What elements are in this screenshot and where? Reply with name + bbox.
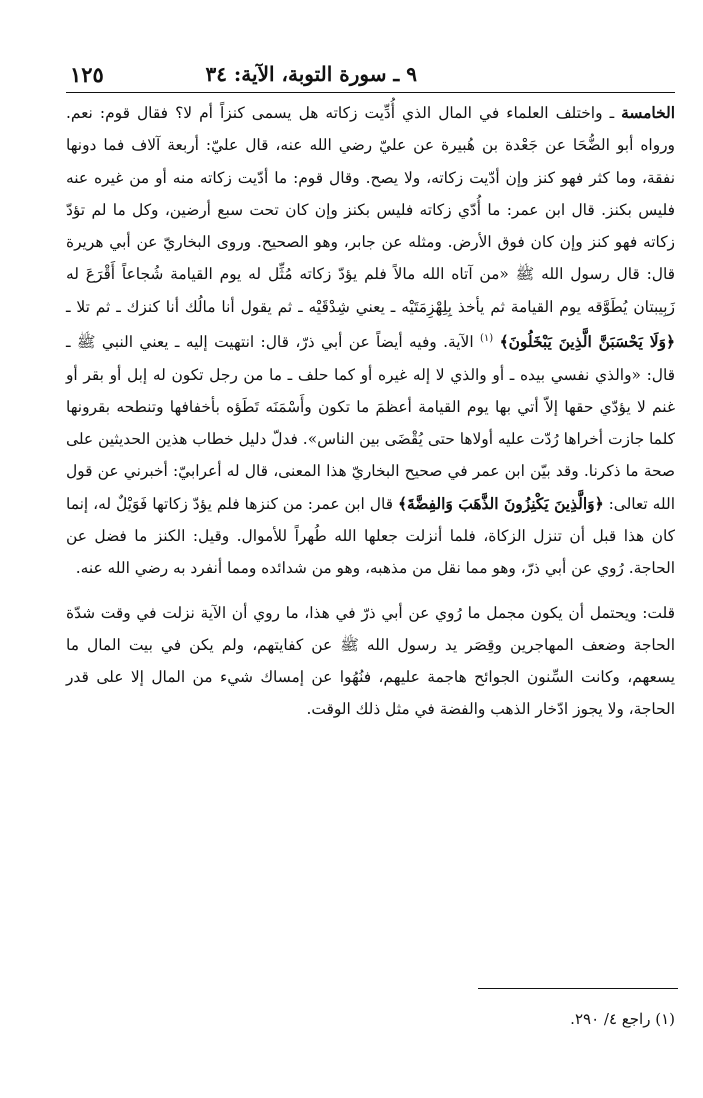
quran-quote: ﴿وَالَّذِينَ يَكْنِزُونَ الذَّهَبَ وَالفِضَّةَ﴾ xyxy=(398,494,604,513)
paragraph-text: الآية. وفيه أيضاً عن أبي ذرّ، قال: انتهيت إليه ـ يعني النبي ﷺ ـ قال: «والذي نفسي بيده ـ أو والذي لا إله غيره أو كما حلف ـ ما من رجل تكون له إبل أو بقر أو غنم لا يؤدّي حقها إلاّ أتي بها يوم القيامة أعظمَ ما تكون وأَسْمَنَه تَطَؤه بأخفافها وتنطحه بقرونها كلما جازت أخراها رُدّت عليه أولاها حتى يُقْضَى بين الناس». فدلّ دليل خطاب هذين الحديثين على صحة ما ذكرنا. وقد بيّن ابن عمر في صحيح البخاريّ هذا المعنى، قال له أعرابيّ: أخبرني عن قول الله تعالى: xyxy=(66,333,675,513)
footnote: (١) راجع ٤/ ٢٩٠. xyxy=(570,1010,675,1028)
paragraph-author-note: قلت: ويحتمل أن يكون مجمل ما رُوي عن أبي ذرّ في هذا، ما روي أن الآية نزلت في وقت شدّة الحاجة وضعف المهاجرين وقِصَر يد رسول الله ﷺ عن كفايتهم، ولم يكن في بيت المال ما يسعهم، وكانت السِّنون الجوائح هاجمة عليهم، فنُهُوا عن إمساك شيء من المال إلا على قدر الحاجة، ولا يجوز ادّخار الذهب والفضة في مثل ذلك الوقت. xyxy=(66,603,675,719)
running-title: ٩ ـ سورة التوبة، الآية: ٣٤ xyxy=(205,62,417,86)
footnote-divider xyxy=(478,988,678,989)
quran-quote: ﴿وَلَا يَحْسَبَنَّ الَّذِينَ يَبْخَلُونَ﴾ xyxy=(499,333,675,352)
paragraph-fifth-issue xyxy=(66,97,675,585)
paragraph-text: قال ابن عمر: من كنزها فلم يؤدّ زكاتها فَوَيْلٌ له، إنما كان هذا قبل أن تنزل الزكاة، فلما أنزلت جعلها الله طُهراً للأموال. وقيل: الكنز ما فضل عن الحاجة. رُوي عن أبي ذرّ، وهو مما نقل من مذهبه، وهو من شدائده ومما أنفرد به رضي الله عنه. xyxy=(66,494,675,578)
page-header xyxy=(66,58,675,93)
main-text xyxy=(66,97,675,726)
footnote-reference: (١) xyxy=(480,333,494,345)
paragraph-text: ـ واختلف العلماء في المال الذي أُدِّيت زكاته هل يسمى كنزاً أم لا؟ فقال قوم: نعم. ورواه أبو الضُّحَا عن جَعْدة بن هُبيرة عن عليّ رضي الله عنه، قال عليّ: أربعة آلاف فما دونها نفقة، وما كثر فهو كنز وإن أدّيت زكاته، ولا يصح. وقال قوم: ما أدّيت زكاته منه أو من غيره عنه فليس بكنز. قال ابن عمر: ما أُدّي زكاته فليس بكنز وإن كان تحت سبع أرضين، وكل ما لم تؤدّ زكاته فهو كنز وإن كان فوق الأرض. ومثله عن جابر، وهو الصحيح. وروى البخاريّ عن أبي هريرة قال: قال رسول الله ﷺ «من آتاه الله مالاً فلم يؤدّ زكاته مُثِّل له يوم القيامة شُجاعاً أَقْرَعَ له زَبِيبتان يُطَوَّقه يوم القيامة ثم يأخذ بِلِهْزِمَتَيْه ـ يعني شِدْقَيْه ـ ثم يقول أنا مالُك أنا كنزك ـ ثم تلا ـ xyxy=(66,104,675,316)
issue-heading: الخامسة xyxy=(621,104,675,122)
page-number: ١٢٥ xyxy=(70,62,104,87)
